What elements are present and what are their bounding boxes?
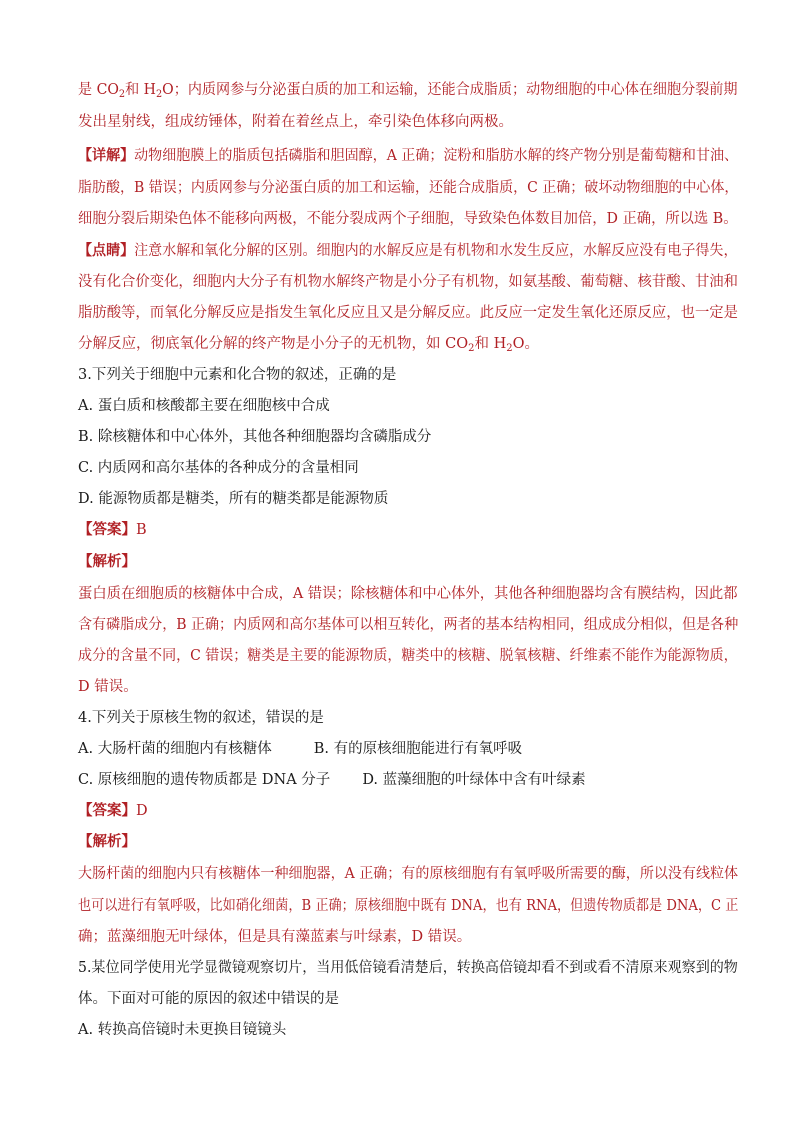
remark-line-2: 没有化合价变化，细胞内大分子有机物水解终产物是小分子有机物，如氨基酸、葡萄糖、核苷酸、甘油和 xyxy=(78,274,738,290)
q5-stem-line-2: 体。下面对可能的原因的叙述中错误的是 xyxy=(78,991,339,1007)
q4-stem: 4.下列关于原核生物的叙述，错误的是 xyxy=(78,710,324,726)
q4-answer-value: D xyxy=(136,803,148,819)
para-continuation-line-1: 是 $CO_2$和 $H_2O$；内质网参与分泌蛋白质的加工和运输，还能合成脂质；动物细胞的中心体在细胞分裂前期 xyxy=(78,82,738,100)
q4-options-row-2 xyxy=(78,770,586,790)
q5-option-a: A. 转换高倍镜时未更换目镜镜头 xyxy=(78,1022,287,1038)
q4-analysis-line-2: 也可以进行有氧呼吸，比如硝化细菌，B 正确；原核细胞中既有 DNA，也有 RNA，但遗传物质都是 DNA，C 正 xyxy=(78,898,739,914)
q3-stem: 3.下列关于细胞中元素和化合物的叙述，正确的是 xyxy=(78,367,397,383)
q3-option-c: C. 内质网和高尔基体的各种成分的含量相同 xyxy=(78,460,359,476)
q3-analysis-line-3: 成分的含量不同，C 错误；糖类是主要的能源物质，糖类中的核糖、脱氧核糖、纤维素不能作为能源物质， xyxy=(78,648,738,664)
q3-analysis-header xyxy=(78,552,136,572)
q4-options-row-1 xyxy=(78,739,522,759)
q3-answer-tag: 【答案】 xyxy=(78,521,136,538)
q3-analysis-line-1: 蛋白质在细胞质的核糖体中合成，A 错误；除核糖体和中心体外，其他各种细胞器均含有膜结构，因此都 xyxy=(78,586,738,602)
q4-option-b: B. 有的原核细胞能进行有氧呼吸 xyxy=(313,741,523,757)
remark-tag: 【点睛】 xyxy=(78,242,135,259)
q3-option-a: A. 蛋白质和核酸都主要在细胞核中合成 xyxy=(78,398,330,414)
q4-answer-tag: 【答案】 xyxy=(78,802,136,819)
remark-line-3: 脂肪酸等，而氧化分解反应是指发生氧化反应且又是分解反应。此反应一定发生氧化还原反应，也一定是 xyxy=(78,305,738,321)
detail-tag: 【详解】 xyxy=(78,147,135,164)
detail-line-1: 【详解】动物细胞膜上的脂质包括磷脂和胆固醇，A 正确；淀粉和脂肪水解的终产物分别是葡萄糖和甘油、 xyxy=(78,147,739,164)
q3-analysis-line-2: 含有磷脂成分，B 正确；内质网和高尔基体可以相互转化，两者的基本结构相同，组成成分相似，但是各种 xyxy=(78,617,739,633)
q4-analysis-header xyxy=(78,832,136,852)
remark-line-1: 【点睛】注意水解和氧化分解的区别。细胞内的水解反应是有机物和水发生反应，水解反应没有电子得失， xyxy=(78,242,738,259)
q3-analysis-line-4: D 错误。 xyxy=(78,679,138,695)
q5-stem-line-1: 5.某位同学使用光学显微镜观察切片，当用低倍镜看清楚后，转换高倍镜却看不到或看不清原来观察到的物 xyxy=(78,960,738,976)
detail-line-3: 细胞分裂后期染色体不能移向两极，不能分裂成两个子细胞，导致染色体数目加倍，D 正确，所以选 B。 xyxy=(78,211,738,227)
q4-answer xyxy=(78,801,148,821)
q4-analysis-line-3: 确；蓝藻细胞无叶绿体，但是具有藻蓝素与叶绿素，D 错误。 xyxy=(78,929,472,945)
q3-answer xyxy=(78,520,147,540)
q3-option-d: D. 能源物质都是糖类，所有的糖类都是能源物质 xyxy=(78,491,389,507)
q3-answer-value: B xyxy=(136,522,147,538)
q4-option-c: C. 原核细胞的遗传物质都是 DNA 分子 xyxy=(78,772,331,788)
q3-option-b: B. 除核糖体和中心体外，其他各种细胞器均含磷脂成分 xyxy=(78,429,432,445)
q4-option-d: D. 蓝藻细胞的叶绿体中含有叶绿素 xyxy=(362,772,586,788)
q4-option-a: A. 大肠杆菌的细胞内有核糖体 xyxy=(78,741,272,757)
q4-analysis-tag: 【解析】 xyxy=(78,833,136,850)
remark-line-4: 分解反应，彻底氧化分解的终产物是小分子的无机物，如 $CO_2$和 $H_2O$。 xyxy=(78,336,539,354)
q4-analysis-line-1: 大肠杆菌的细胞内只有核糖体一种细胞器，A 正确；有的原核细胞有有氧呼吸所需要的酶，所以没有线粒体 xyxy=(78,866,739,882)
para-continuation-line-2: 发出星射线，组成纺锤体，附着在着丝点上，牵引染色体移向两极。 xyxy=(78,114,513,130)
q3-analysis-tag: 【解析】 xyxy=(78,553,136,570)
detail-line-2: 脂肪酸，B 错误；内质网参与分泌蛋白质的加工和运输，还能合成脂质，C 正确；破坏动物细胞的中心体， xyxy=(78,180,739,196)
